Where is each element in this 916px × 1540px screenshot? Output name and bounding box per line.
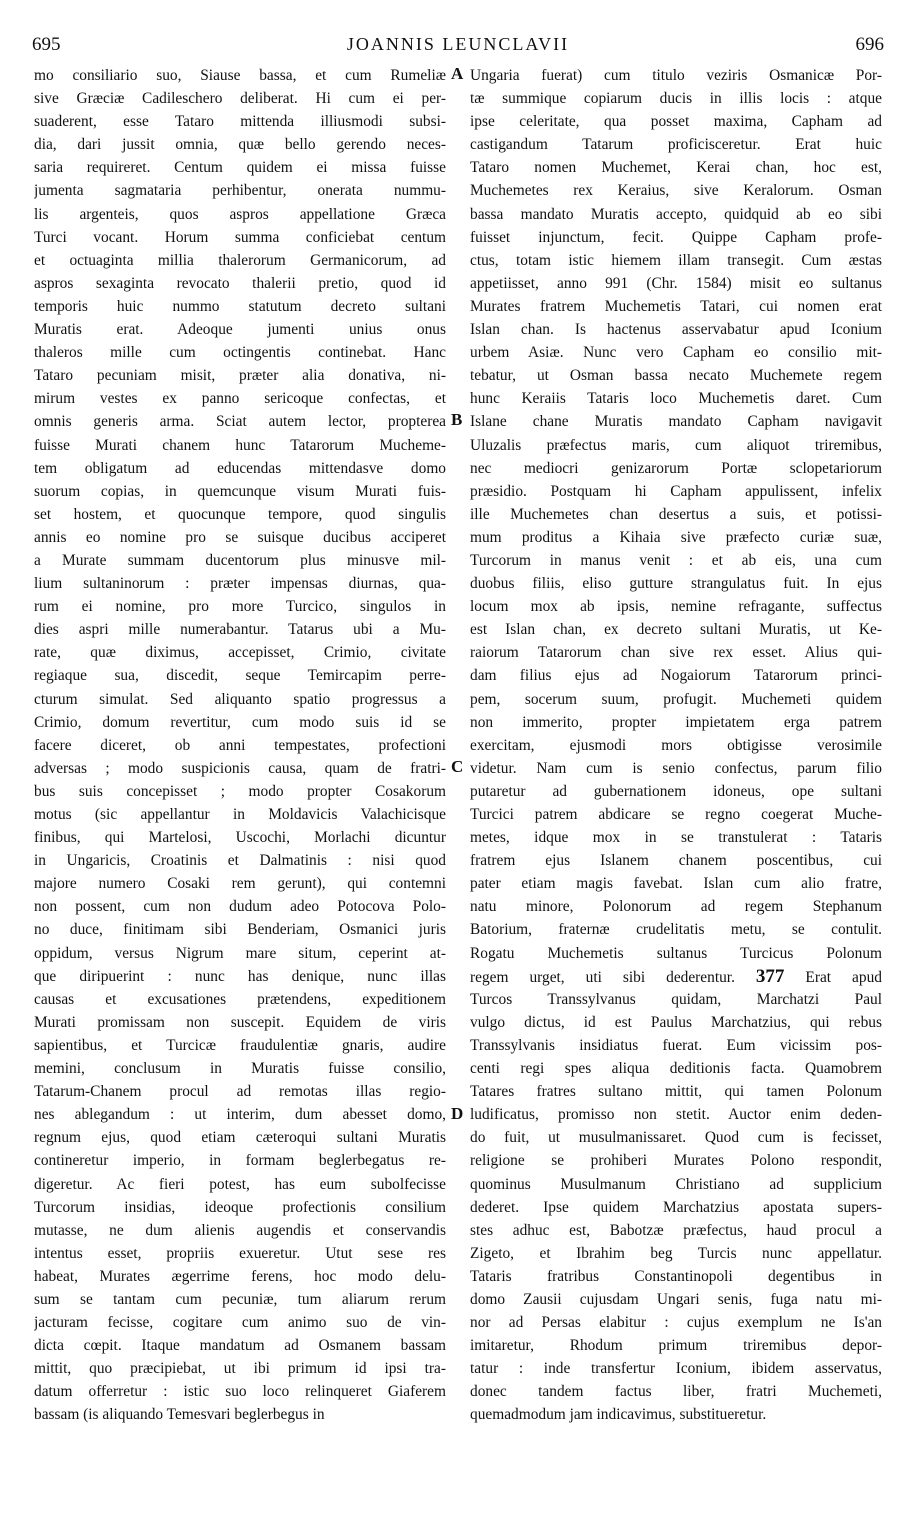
text-line: sive Græciæ Cadileschero deliberat. Hi cum ei per- xyxy=(34,90,446,108)
text-line: urbem Asiæ. Nunc vero Capham eo consilio mit- xyxy=(470,344,882,362)
text-line: Tataro nomen Muchemet, Kerai chan, hoc est, xyxy=(470,159,882,177)
text-line: mittit, quo præcipiebat, ut ibi primum id ipsi tra- xyxy=(34,1360,446,1378)
text-line: regnum ejus, quod etiam cæteroqui sultani Muratis xyxy=(34,1129,446,1147)
text-line: Muchemetes rex Keraius, sive Keralorum. Osman xyxy=(470,182,882,200)
text-line: dederet. Ipse quidem Marchatzius apostata supers- xyxy=(470,1198,882,1216)
text-line: fuisset injunctum, fecit. Quippe Capham profe- xyxy=(470,228,882,246)
text-line: set hostem, et quocunque tempore, quod singulis xyxy=(34,505,446,523)
text-line: Murati promissam non suscepit. Equidem de viris xyxy=(34,1013,446,1031)
text-line: nor ad Persas elabitur : cujus exemplum ne Is'an xyxy=(470,1314,882,1332)
text-line: Turcos Transsylvanus quidam, Marchatzi Paul xyxy=(470,990,882,1008)
text-line: putaretur ad gubernationem idoneus, ope sultani xyxy=(470,782,882,800)
text-line: ipse celeritate, qua posset maxima, Capham ad xyxy=(470,113,882,131)
text-line: regiaque sua, discedit, seque Temircapim perre- xyxy=(34,667,446,685)
text-line: nec mediocri genizarorum Portæ sclopetariorum xyxy=(470,459,882,477)
text-line: Tatares fratres sultano mittit, qui tamen Polonum xyxy=(470,1083,882,1101)
text-line: hunc Keraiis Tataris loco Muchemetis daret. Cum xyxy=(470,390,882,408)
text-line: mo consiliario suo, Siause bassa, et cum Rumeliæ xyxy=(34,67,446,84)
text-line: bassa mandato Muratis accepto, quidquid ab eo sibi xyxy=(470,205,882,223)
text-line: Uluzalis præfectus maris, cum aliquot triremibus, xyxy=(470,436,882,454)
text-line: donec tandem factus liber, fratri Muchemeti, xyxy=(470,1383,882,1401)
left-text-column xyxy=(34,64,446,1427)
text-line: castigandum Tatarum proficisceretur. Erat huic xyxy=(470,136,882,154)
text-line: no duce, finitimam sibi Benderiam, Osmanici juris xyxy=(34,921,446,939)
text-line: dam filius ejus ad Nogaiorum Tatarorum princi- xyxy=(470,667,882,685)
text-line: Tataro pecuniam misit, præter alia donativa, ni- xyxy=(34,367,446,385)
text-line: suaderent, esse Tataro mittenda illiusmodi subsi- xyxy=(34,113,446,131)
text-line: dia, dari jussit omnia, quæ bello gerendo neces- xyxy=(34,136,446,154)
text-line: vulgo dictus, id est Paulus Marchatzius, qui rebus xyxy=(470,1013,882,1031)
text-line: jumenta sagmataria perhibentur, onerata nummu- xyxy=(34,182,446,200)
text-line: Murates fratrem Muchemetis Tatari, cui nomen erat xyxy=(470,297,882,315)
text-line: causas et excusationes prætendens, expeditionem xyxy=(34,990,446,1008)
text-line: que diripuerint : nunc has denique, nunc illas xyxy=(34,967,446,985)
text-line: aspros sexaginta revocato thalerii pretio, quod id xyxy=(34,274,446,292)
text-line: regem urget, uti sibi dederentur. 377 Erat apud xyxy=(470,965,882,987)
text-line: et octuaginta millia thalerorum Germanicorum, ad xyxy=(34,251,446,269)
text-line: do fuit, ut musulmanissaret. Quod cum is fecisset, xyxy=(470,1129,882,1147)
text-line: non possent, cum non dudum adeo Potocova Polo- xyxy=(34,898,446,916)
text-line: Tatarum-Chanem procul ad remotas illas regio- xyxy=(34,1083,446,1101)
text-line: religione se prohiberi Murates Polono respondit, xyxy=(470,1152,882,1170)
text-line: sum se tantam cum pecuniæ, tum aliarum rerum xyxy=(34,1290,446,1308)
text-line: jacturam fecisse, cogitare cum animo suo de vin- xyxy=(34,1314,446,1332)
text-line: dicta cœpit. Itaque mandatum ad Osmanem bassam xyxy=(34,1337,446,1355)
text-line: dies aspri mille numerabantur. Tatarus ubi a Mu- xyxy=(34,621,446,639)
text-line: quominus Musulmanum Christiano ad supplicium xyxy=(470,1175,882,1193)
text-line: Ungaria fuerat) cum titulo veziris Osmanicæ Por- xyxy=(470,67,882,84)
text-line: Tataris fratribus Constantinopoli degentibus in xyxy=(470,1267,882,1285)
text-line: duobus filiis, eliso gutture strangulatus fuit. In ejus xyxy=(470,575,882,593)
text-line: imitaretur, Rhodum primum triremibus depor- xyxy=(470,1337,882,1355)
text-line: pater etiam magis favebat. Islan cum alio fratre, xyxy=(470,875,882,893)
text-line: lium sultaninorum : præter impensas diurnas, qua- xyxy=(34,575,446,593)
text-line: Transsylvanis insidiatus fuerat. Eum vicissim pos- xyxy=(470,1036,882,1054)
text-line: fuisse Murati chanem hunc Tatarorum Mucheme- xyxy=(34,436,446,454)
text-line: memini, conclusum in Muratis fuisse consilio, xyxy=(34,1060,446,1078)
text-line: Crimio, domum revertitur, cum modo suis id se xyxy=(34,713,446,731)
text-line: quemadmodum jam indicavimus, substitueretur. xyxy=(470,1406,767,1424)
margin-marker-b: B xyxy=(451,410,463,429)
text-line: sapientibus, et Turcicæ fraudulentiæ gnaris, audire xyxy=(34,1036,446,1054)
text-line: est Islan chan, ex decreto sultani Muratis, ut Ke- xyxy=(470,621,882,639)
text-line: rum ei nomine, pro more Turcico, singulos in xyxy=(34,598,446,616)
text-line: bus suis concepisset ; modo propter Cosakorum xyxy=(34,782,446,800)
text-line: videtur. Nam cum is senio confectus, parum filio xyxy=(470,759,882,777)
page-number-left: 695 xyxy=(32,34,61,55)
text-line: datum offerretur : istic suo loco relinqueret Giaferem xyxy=(34,1383,446,1401)
text-line: raiorum Tatarorum chan sive rex esset. Alius qui- xyxy=(470,644,882,662)
text-line: domo Zausii cujusdam Ungari senis, fuga natu mi- xyxy=(470,1290,882,1308)
text-line: oppidum, versus Nigrum mare situm, ceperint at- xyxy=(34,944,446,962)
text-line: mum proditus a Kihaia sive præfecto curiæ suæ, xyxy=(470,528,882,546)
text-line: suorum copias, in quemcunque visum Murati fuis- xyxy=(34,482,446,500)
text-line: habeat, Murates ægerrime ferens, hoc modo delu- xyxy=(34,1267,446,1285)
text-line: annis eo nomine pro se suisque ducibus acciperet xyxy=(34,528,446,546)
text-line: majore numero Cosaki rem gerunt), qui contemni xyxy=(34,875,446,893)
margin-number: 377 xyxy=(755,965,785,987)
right-text-column xyxy=(470,64,882,1427)
text-line: appetiisset, anno 991 (Chr. 1584) misit eo sultanus xyxy=(470,274,882,292)
text-line: fratrem ejus Islanem chanem poscentibus, cui xyxy=(470,852,882,870)
text-line: ille Muchemetes chan desertus a suis, et potissi- xyxy=(470,505,882,523)
text-line: rate, quæ diximus, accepisset, Crimio, civitate xyxy=(34,644,446,662)
margin-marker-a: A xyxy=(451,64,464,83)
text-line: motus (sic appellantur in Moldavicis Valachicisque xyxy=(34,806,446,823)
text-line: stes adhuc est, Babotzæ præfectus, haud procul a xyxy=(470,1221,882,1239)
margin-marker-c: C xyxy=(451,757,464,776)
text-line: non immerito, propter impietatem erga patrem xyxy=(470,713,882,731)
text-line: tæ summique copiarum ducis in illis locis : atque xyxy=(470,90,882,108)
text-line: locum mox ab ipsis, nemine refragante, suffectus xyxy=(470,598,882,616)
text-line: Turcici patrem abdicare se regno coegerat Muche- xyxy=(470,806,882,823)
text-line: mutasse, ne dum alienis augendis et conservandis xyxy=(34,1221,446,1239)
text-line: exercitam, ejusmodi mors obtigisse verosimile xyxy=(470,736,882,754)
page-header xyxy=(32,34,884,58)
text-line: Turcorum insidias, ideoque profectionis consilium xyxy=(34,1198,446,1216)
text-line: Muratis erat. Adeoque jumenti unius onus xyxy=(34,321,446,339)
text-line: præsidio. Postquam hi Capham appulissent, infelix xyxy=(470,482,882,500)
text-line: tatur : inde transfertur Iconium, ibidem asservatus, xyxy=(470,1360,882,1378)
text-line: bassam (is aliquando Temesvari beglerbegus in xyxy=(34,1406,325,1424)
text-line: pem, socerum suum, profugit. Muchemeti quidem xyxy=(470,690,882,708)
text-line: finibus, qui Martelosi, Uscochi, Morlachi dicuntur xyxy=(34,829,446,847)
margin-marker-d: D xyxy=(451,1104,464,1123)
text-line: centi regi spes aliqua deditionis facta. Quamobrem xyxy=(470,1060,882,1078)
text-line: intentus esset, propriis exueretur. Utut sese res xyxy=(34,1244,446,1262)
running-title: JOANNIS LEUNCLAVII xyxy=(346,34,570,54)
text-line: metes, idque mox in se transtulerat : Tataris xyxy=(470,829,882,847)
text-line: adversas ; modo suspicionis causa, quam de fratri- xyxy=(34,759,446,777)
text-line: Batorium, fraternæ crudelitatis metu, se contulit. xyxy=(470,921,882,939)
text-line: nes ablegandum : ut interim, dum abesset domo, xyxy=(34,1106,446,1124)
text-line: saria requireret. Centum quidem ei missa fuisse xyxy=(34,159,446,177)
text-line: tem obligatum ad educendas mittendasve domo xyxy=(34,459,446,477)
text-line: lis argenteis, quos aspros appellatione Græca xyxy=(34,205,446,223)
text-line: Islane chane Muratis mandato Capham navigavit xyxy=(470,413,882,431)
text-line: Islan chan. Is hactenus asservabatur apud Iconium xyxy=(470,321,882,339)
text-line: facere diceret, ob anni tempestates, profectioni xyxy=(34,736,446,754)
text-line: Zigeto, et Ibrahim beg Turcis nunc appellatur. xyxy=(470,1244,882,1262)
text-line: mirum vestes ex panno sericoque confectas, et xyxy=(34,390,446,408)
text-line: Rogatu Muchemetis sultanus Turcicus Polonum xyxy=(470,944,882,962)
page-number-right: 696 xyxy=(855,34,884,55)
text-line: ctus, totam istic hiemem illam transegit. Cum æstas xyxy=(470,251,882,269)
text-line: ludificatus, promisso non stetit. Auctor enim deden- xyxy=(470,1106,882,1124)
text-line: Turci vocant. Horum summa conficiebat centum xyxy=(34,228,446,246)
text-line: tebatur, ut Osman bassa necato Muchemete regem xyxy=(470,367,882,385)
text-line: Turcorum in manus venit : et ab eis, una cum xyxy=(470,551,882,569)
text-line: contineretur imperio, in formam beglerbegatus re- xyxy=(34,1152,446,1170)
text-line: a Murate summam ducentorum plus minusve mil- xyxy=(34,551,446,569)
text-line: digeretur. Ac fieri potest, has eum subolfecisse xyxy=(34,1175,446,1193)
text-line: natu minore, Polonorum ad regem Stephanum xyxy=(470,898,882,916)
text-line: in Ungaricis, Croatinis et Dalmatinis : nisi quod xyxy=(34,852,446,870)
text-line: temporis huic nummo statutum decreto sultani xyxy=(34,297,446,315)
text-line: omnis generis arma. Sciat autem lector, propterea xyxy=(34,413,446,431)
text-line: thaleros mille cum octingentis continebat. Hanc xyxy=(34,344,446,362)
text-line: cturum simulat. Sed aliquanto spatio progressus a xyxy=(34,690,446,708)
